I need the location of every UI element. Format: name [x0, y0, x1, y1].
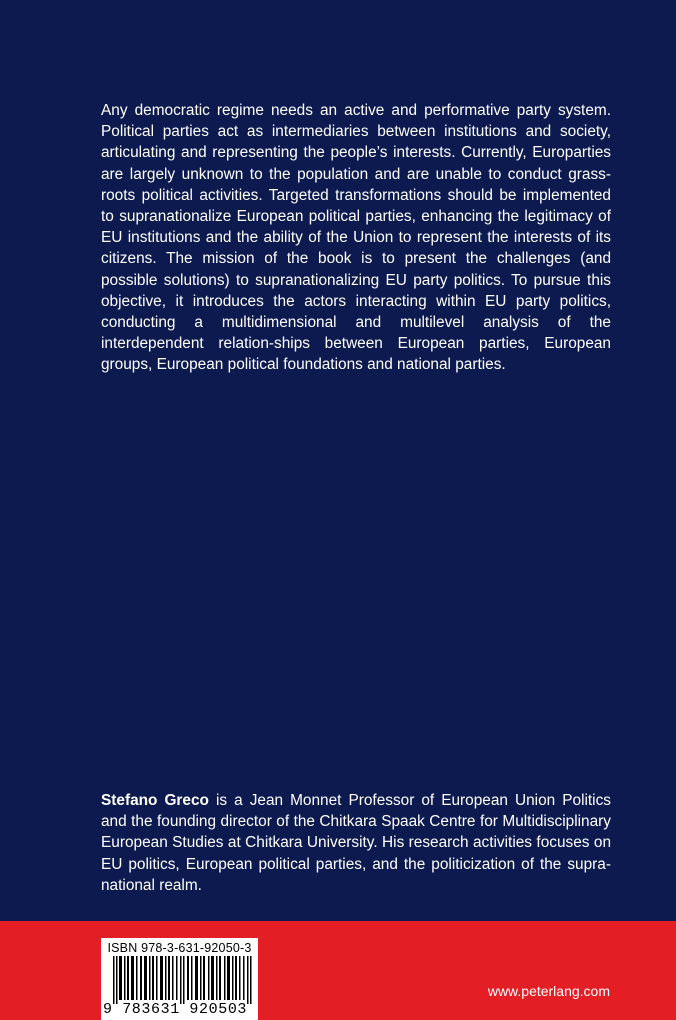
author-bio-text: is a Jean Monnet Professor of European Union Politics and the founding director of the Chitkara Spaak Centre for Multidisciplinary European Studies at Chitkara University. His research activities focuses on EU politics, European political parties, and the politicization of the supra-national realm. — [101, 792, 611, 894]
book-blurb: Any democratic regime needs an active and performative party system. Political parties act as intermediaries between institutions and society, articulating and representing the people’s interests. Currently, Europarties are largely unknown to the population and are unable to conduct grass-roots political activities. Targeted transformations should be implemented to supranationalize European political parties, enhancing the legitimacy of EU institutions and the ability of the Union to represent the interests of its citizens. The mission of the book is to present the challenges (and possible solutions) to supranationalizing EU party politics. To pursue this objective, it introduces the actors interacting within EU party politics, conducting a multidimensional and multilevel analysis of the interdependent relation-ships between European parties, European groups, European political foundations and national parties. — [101, 102, 611, 374]
isbn-label: ISBN 978-3-631-92050-3 — [107, 941, 252, 955]
publisher-website-link[interactable]: www.peterlang.com — [487, 983, 610, 999]
author-bio — [101, 790, 611, 896]
barcode-icon — [113, 956, 253, 1004]
author-name: Stefano Greco — [101, 792, 209, 809]
barcode-box — [101, 938, 258, 1020]
ean-digits: 9 783631 920503 — [103, 1001, 248, 1018]
